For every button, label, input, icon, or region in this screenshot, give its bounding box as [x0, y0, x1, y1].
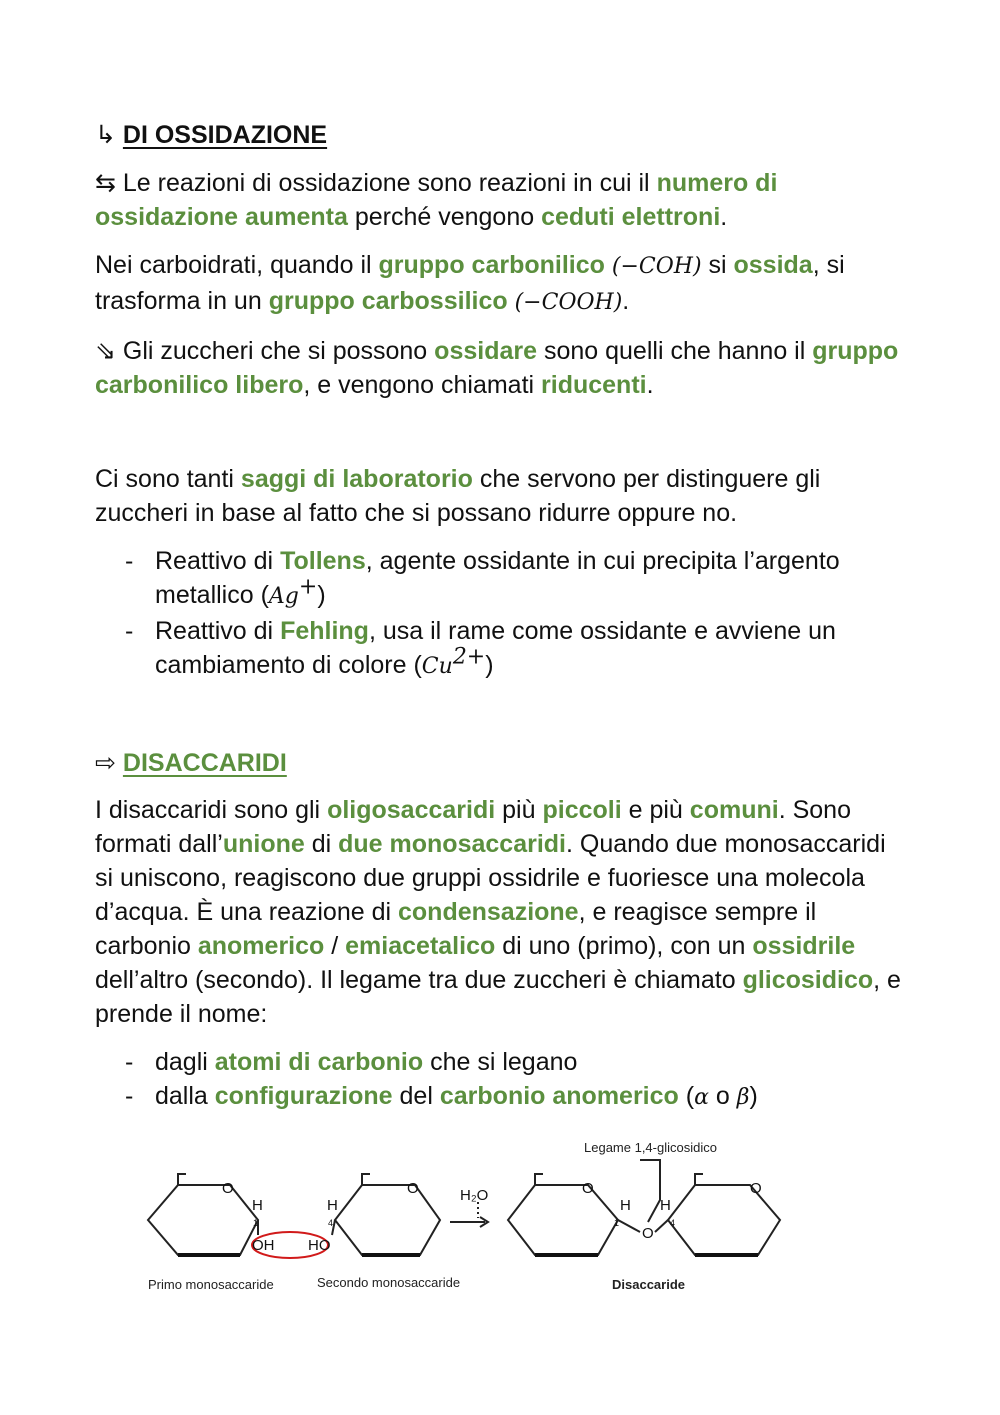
atom-o: O — [582, 1180, 594, 1197]
text: , usa il rame come ossidante e avviene un cambiamento di colore ( — [155, 617, 836, 679]
text: . — [646, 371, 654, 399]
swap-arrow-icon: ⇆ — [95, 169, 116, 197]
water-formula: H₂O — [460, 1187, 489, 1204]
highlight: condensazione — [398, 898, 579, 926]
highlight: ossidrile — [752, 932, 856, 960]
highlight: ossidare — [434, 337, 538, 365]
highlight: riducenti — [541, 371, 647, 399]
formula: (−COOH) — [514, 290, 623, 315]
list-item-fehling — [95, 614, 905, 684]
page-content — [95, 118, 905, 1115]
list-item-atomi — [95, 1045, 905, 1079]
text: , si trasforma in un — [95, 251, 845, 315]
list-item-configurazione — [95, 1079, 905, 1115]
text: di — [311, 830, 332, 858]
diagonal-arrow-icon: ⇘ — [95, 337, 116, 365]
hook-arrow-icon: ↳ — [95, 121, 116, 149]
text: dagli — [155, 1048, 208, 1076]
highlight: gruppo carbonilico — [378, 251, 605, 279]
formula: Ag — [268, 584, 299, 609]
text: ) — [485, 651, 494, 679]
formula: β — [736, 1085, 750, 1110]
atom-o: O — [407, 1180, 419, 1197]
heading-text: DI OSSIDAZIONE — [122, 121, 328, 149]
highlight: glicosidico — [742, 966, 874, 994]
section-heading-disaccaridi — [95, 746, 905, 780]
text: di uno (primo), con un — [502, 932, 746, 960]
paragraph-riducenti — [95, 334, 905, 402]
ho-right: HO — [308, 1237, 331, 1254]
atom-h: H — [620, 1197, 631, 1214]
atom-h: H — [327, 1197, 338, 1214]
text: Le reazioni di ossidazione sono reazioni in cui il — [122, 169, 650, 197]
right-arrow-icon: ⇨ — [95, 749, 116, 777]
text: più — [502, 796, 536, 824]
highlight: carbonio anomerico — [439, 1082, 679, 1110]
text: . — [720, 203, 728, 231]
text: ) — [317, 581, 326, 609]
text: Reattivo di — [155, 617, 274, 645]
bond-naming-list — [95, 1045, 905, 1115]
carbon-number: 1 — [614, 1218, 620, 1228]
disaccharide-diagram — [140, 1130, 800, 1300]
ring-primo — [148, 1185, 258, 1255]
text: . Sono formati dall’ — [95, 796, 851, 858]
label-secondo: Secondo monosaccaride — [317, 1275, 461, 1290]
atom-o: O — [750, 1180, 762, 1197]
text: che si legano — [430, 1048, 578, 1076]
reagents-list — [95, 544, 905, 684]
highlight: atomi di carbonio — [214, 1048, 424, 1076]
text: Ci sono tanti — [95, 465, 234, 493]
list-item-tollens — [95, 544, 905, 614]
ring-secondo — [335, 1185, 440, 1255]
text: sono quelli che hanno il — [543, 337, 806, 365]
highlight: due monosaccaridi — [338, 830, 566, 858]
atom-h: H — [660, 1197, 671, 1214]
highlight: Fehling — [280, 617, 369, 645]
text: ( — [685, 1082, 695, 1110]
highlight: Tollens — [280, 547, 366, 575]
text: , agente ossidante in cui precipita l’argento metallico ( — [155, 547, 840, 609]
text: o — [715, 1082, 730, 1110]
formula-charge: + — [298, 574, 318, 600]
text: che servono per distinguere gli zuccheri in base al fatto che si possano ridurre oppure no. — [95, 465, 821, 527]
paragraph-carboidrati — [95, 248, 905, 320]
section-heading-ossidazione — [95, 118, 905, 152]
highlight: ceduti elettroni — [541, 203, 721, 231]
highlight: configurazione — [214, 1082, 393, 1110]
highlight: anomerico — [197, 932, 325, 960]
ring-dis-1 — [508, 1185, 618, 1255]
text: . — [622, 287, 630, 315]
text: , e reagisce sempre il carbonio — [95, 898, 817, 960]
highlight: gruppo carbonilico libero — [95, 337, 899, 399]
formula-charge: 2+ — [452, 644, 486, 670]
label-primo: Primo monosaccaride — [148, 1277, 274, 1292]
formula: Cu — [421, 654, 453, 679]
text: , e prende il nome: — [95, 966, 901, 1028]
formula: (−COH) — [611, 254, 702, 279]
carbon-number: 1 — [253, 1218, 259, 1228]
heading-text: DISACCARIDI — [122, 749, 287, 777]
carbon-number: 4 — [670, 1218, 676, 1228]
paragraph-saggi — [95, 462, 905, 530]
paragraph-ossidazione-def — [95, 166, 905, 234]
atom-h: H — [252, 1197, 263, 1214]
text: perché vengono — [354, 203, 535, 231]
text: I disaccaridi sono gli — [95, 796, 321, 824]
highlight: oligosaccaridi — [327, 796, 496, 824]
highlight: emiacetalico — [345, 932, 496, 960]
oh-left: OH — [252, 1237, 275, 1254]
highlight: gruppo carbossilico — [268, 287, 508, 315]
text: ) — [749, 1082, 758, 1110]
text: Gli zuccheri che si possono — [122, 337, 428, 365]
bridge-o: O — [642, 1225, 654, 1242]
highlight: comuni — [689, 796, 779, 824]
text: del — [399, 1082, 433, 1110]
bond-label: Legame 1,4-glicosidico — [584, 1140, 717, 1155]
text: e più — [628, 796, 683, 824]
carbon-number: 4 — [328, 1218, 334, 1228]
highlight: piccoli — [542, 796, 622, 824]
highlight: numero di ossidazione aumenta — [95, 169, 778, 231]
text: Nei carboidrati, quando il — [95, 251, 372, 279]
ring-dis-2 — [668, 1185, 780, 1255]
label-disaccaride: Disaccaride — [612, 1277, 685, 1292]
highlight: ossida — [733, 251, 813, 279]
text: si — [708, 251, 727, 279]
text: / — [331, 932, 339, 960]
text: dalla — [155, 1082, 208, 1110]
formula: α — [694, 1085, 709, 1110]
paragraph-disaccaridi — [95, 793, 905, 1031]
text: dell’altro (secondo). Il legame tra due zuccheri è chiamato — [95, 966, 736, 994]
highlight: unione — [222, 830, 305, 858]
text: Reattivo di — [155, 547, 274, 575]
atom-o: O — [222, 1180, 234, 1197]
highlight: saggi di laboratorio — [240, 465, 473, 493]
text: . Quando due monosaccaridi si uniscono, reagiscono due gruppi ossidrile e fuoriesce una molecola d’acqua. È una reazione di — [95, 830, 886, 926]
text: , e vengono chiamati — [303, 371, 535, 399]
